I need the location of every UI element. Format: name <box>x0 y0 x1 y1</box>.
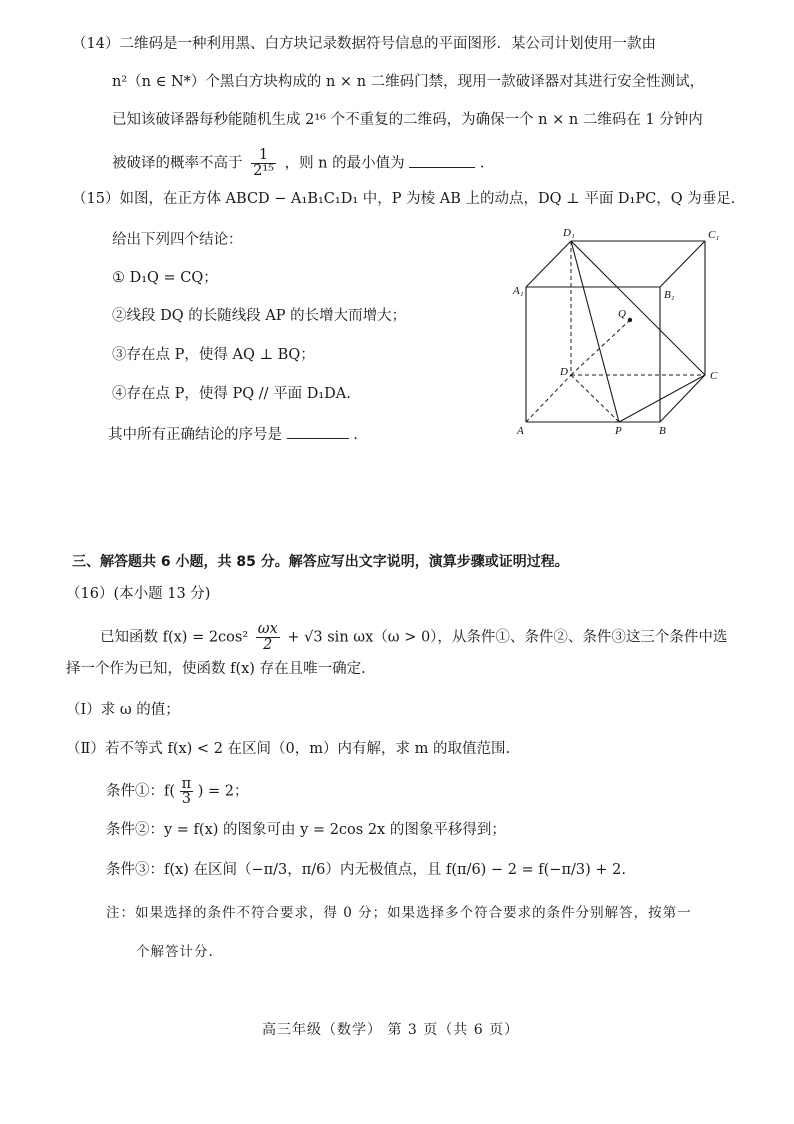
label-a: A <box>517 425 524 437</box>
q15-intro: 给出下列四个结论： <box>112 232 243 248</box>
hidden-edge-ad <box>526 375 571 422</box>
hidden-segment-dq <box>571 320 630 375</box>
q14-ask-text: ，则 n 的最小值为 <box>284 155 405 172</box>
edge-b1c1 <box>660 241 705 287</box>
q14-line-4 <box>112 148 484 179</box>
q16-stem-line-2: 择一个作为已知，使函数 f(x) 存在且唯一确定. <box>66 661 366 677</box>
label-b1: B₁ <box>664 289 675 301</box>
q15-conclusion-1: ① D₁Q = CQ； <box>112 270 218 286</box>
segment-pc <box>619 375 705 422</box>
q16-stem-line-1 <box>100 622 727 653</box>
q15-ask-text: 其中所有正确结论的序号是 <box>108 427 282 443</box>
q15-line-1: （15）如图，在正方体 ABCD − A₁B₁C₁D₁ 中，P 为棱 AB 上的动点，DQ ⊥ 平面 D₁PC，Q 为垂足. <box>72 191 736 207</box>
q16-stem-post: + √3 sin ωx（ω > 0），从条件①、条件②、条件③这三个条件中选 <box>287 629 728 646</box>
q16-cond1-num: π <box>181 776 192 792</box>
label-c: C <box>710 370 718 382</box>
label-p: P <box>615 425 622 437</box>
q16-condition-1 <box>106 777 249 806</box>
section-3-title: 三、解答题共 6 小题，共 85 分。解答应写出文字说明，演算步骤或证明过程。 <box>72 554 569 570</box>
q16-frac-num: ωx <box>257 621 278 637</box>
q15-conclusion-3: ③存在点 P，使得 AQ ⊥ BQ； <box>112 347 315 363</box>
q16-condition-2: 条件②：y = f(x) 的图象可由 y = 2cos 2x 的图象平移得到； <box>106 822 506 838</box>
edge-a1d1 <box>526 241 571 287</box>
q16-cond1-pre: 条件①：f( <box>106 783 176 800</box>
q15-ask <box>108 424 358 445</box>
q16-cond1-den: 3 <box>181 791 192 807</box>
q16-part-1: （Ⅰ）求 ω 的值； <box>66 702 180 718</box>
q15-conclusion-2: ②线段 DQ 的长随线段 AP 的长增大而增大； <box>112 308 407 324</box>
q14-line-1: （14）二维码是一种利用黑、白方块记录数据符号信息的平面图形．某公司计划使用一款由 <box>72 36 656 52</box>
segment-d1p <box>571 241 619 422</box>
label-q: Q <box>618 308 626 320</box>
page-footer: 高三年级（数学） 第 3 页（共 6 页） <box>262 1022 520 1038</box>
q16-note-line-2: 个解答计分. <box>136 944 214 960</box>
q14-line-2: n²（n ∈ N*）个黑白方块构成的 n × n 二维码门禁，现用一款破译器对其进行安全性测试， <box>112 74 705 90</box>
label-d: D <box>560 366 568 378</box>
q15-answer-blank <box>287 424 349 439</box>
q16-stem-pre: 已知函数 f(x) = 2cos² <box>100 629 249 646</box>
q15-ask-end: . <box>353 427 358 443</box>
q16-frac-den: 2 <box>263 637 273 653</box>
q14-end: . <box>479 155 485 172</box>
cube-figure <box>505 227 735 440</box>
edge-bc <box>660 375 705 422</box>
q16-cond1-fraction <box>180 777 194 806</box>
hidden-segment-dp <box>571 375 619 422</box>
label-c1: C₁ <box>708 229 720 241</box>
q14-answer-blank <box>409 153 475 168</box>
q14-line-3: 已知该破译器每秒能随机生成 2¹⁶ 个不重复的二维码，为确保一个 n × n 二维码在 1 分钟内 <box>112 112 703 128</box>
q14-fraction <box>251 148 276 179</box>
q15-conclusion-4: ④存在点 P，使得 PQ // 平面 D₁DA. <box>112 386 351 402</box>
q16-condition-3: 条件③：f(x) 在区间（−π/3，π/6）内无极值点，且 f(π/6) − 2 = f(−π/3) + 2. <box>106 862 626 878</box>
q16-note-line-1: 注：如果选择的条件不符合要求，得 0 分；如果选择多个符合要求的条件分别解答，按第一 <box>106 905 692 921</box>
q14-frac-den: 2¹⁵ <box>253 163 274 179</box>
q16-header: （16）(本小题 13 分) <box>66 586 211 602</box>
label-a1: A₁ <box>513 285 524 297</box>
label-d1: D₁ <box>563 227 575 239</box>
point-q <box>628 318 632 322</box>
label-b: B <box>659 425 666 437</box>
q14-prob-text: 被破译的概率不高于 <box>112 155 243 172</box>
q14-frac-num: 1 <box>251 148 276 164</box>
q16-cond1-post: ) = 2； <box>197 783 249 800</box>
q16-fraction <box>256 622 280 653</box>
q16-part-2: （Ⅱ）若不等式 f(x) < 2 在区间（0，m）内有解，求 m 的取值范围. <box>66 741 511 757</box>
